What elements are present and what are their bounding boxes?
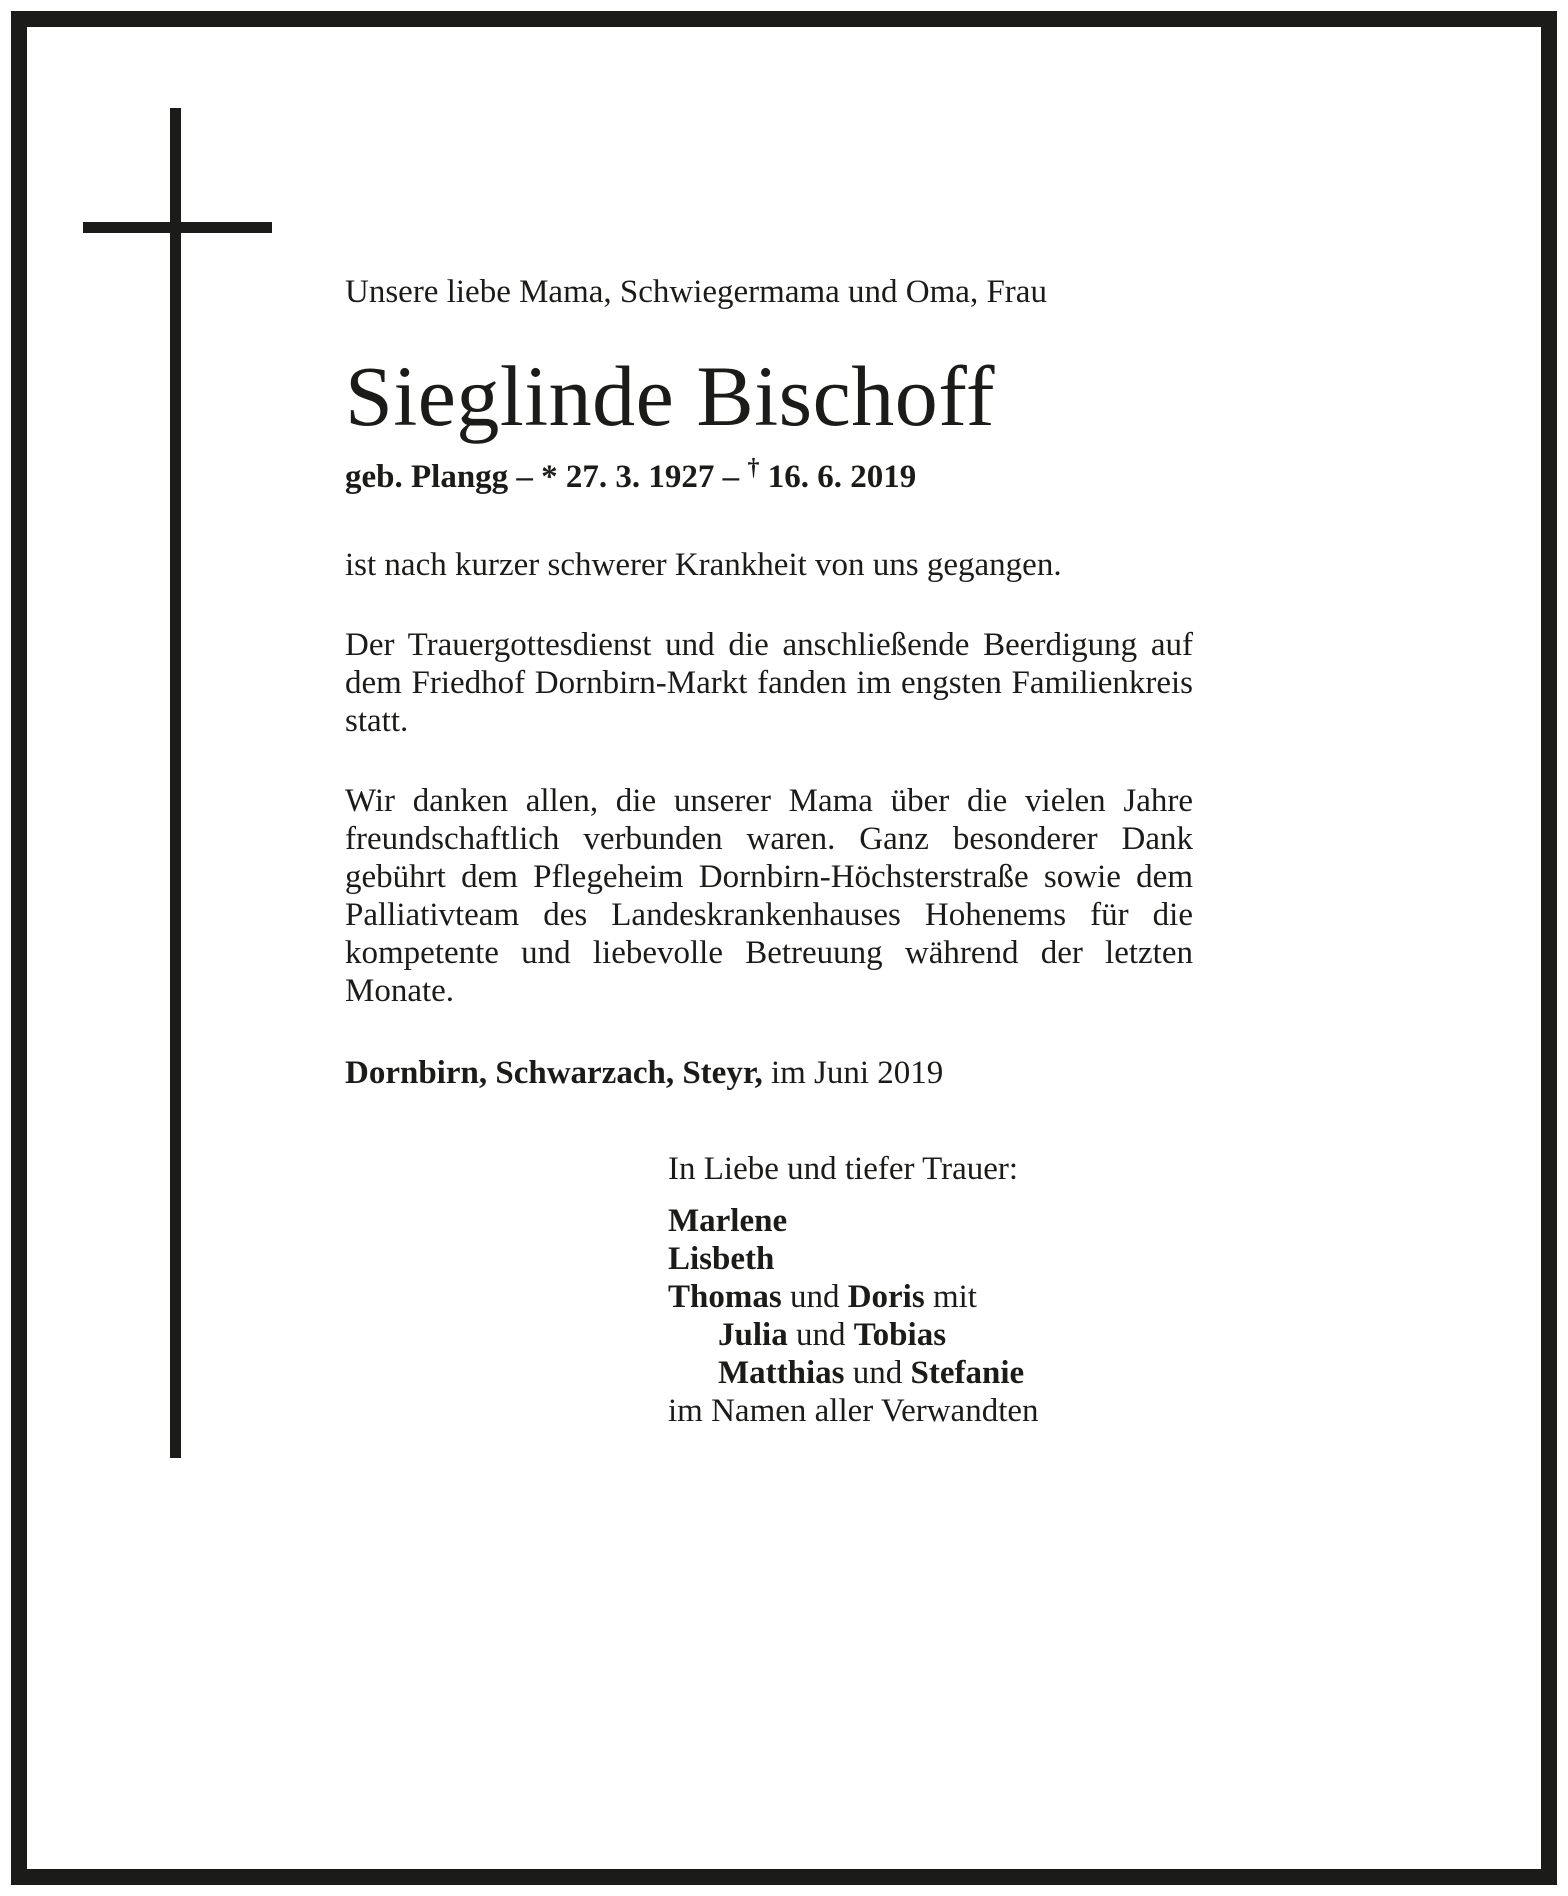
mourner-line: Marlene — [668, 1203, 788, 1239]
dagger-icon: † — [747, 455, 760, 481]
cross-vertical-bar — [170, 108, 181, 1458]
mourner-name: Doris — [847, 1279, 925, 1315]
mourner-name: Thomas — [668, 1279, 782, 1315]
birth-date-text: geb. Plangg – * 27. 3. 1927 – — [345, 459, 748, 495]
intro-line: Unsere liebe Mama, Schwiegermama und Oma, Frau — [345, 274, 1047, 310]
birth-death-line — [345, 455, 1193, 496]
mourner-line — [718, 1354, 1193, 1392]
mourner-line — [718, 1316, 1193, 1354]
connector-text: und — [844, 1355, 911, 1391]
mourner-name: Matthias — [718, 1355, 845, 1391]
connector-text: und — [781, 1279, 848, 1315]
notice-date: im Juni 2019 — [762, 1055, 944, 1091]
mourner-line — [668, 1278, 1193, 1316]
mourners-block — [668, 1150, 1193, 1430]
deceased-name: Sieglinde Bischoff — [345, 348, 995, 444]
connector-text: und — [787, 1317, 854, 1353]
mourner-name: Tobias — [853, 1317, 947, 1353]
mourning-intro: In Liebe und tiefer Trauer: — [668, 1151, 1019, 1187]
funeral-paragraph: Der Trauergottesdienst und die anschließende Beerdigung auf dem Friedhof Dornbirn-Markt fanden im engsten Familienkreis statt. — [345, 627, 1193, 739]
cross-horizontal-bar — [83, 222, 272, 233]
place-date-line — [345, 1054, 1193, 1092]
mourner-line: im Namen aller Verwandten — [668, 1393, 1039, 1429]
mourner-name: Julia — [718, 1317, 788, 1353]
death-date-text: 16. 6. 2019 — [759, 459, 917, 495]
mourner-line: Lisbeth — [668, 1241, 775, 1277]
connector-text: mit — [924, 1279, 977, 1315]
thanks-paragraph: Wir danken allen, die unserer Mama über die vielen Jahre freundschaftlich verbunden waren. Ganz besonderer Dank gebührt dem Pflegeheim Dornbirn-Höchsterstraße sowie dem Palliativteam des Landeskrankenhauses Hohenems für die kompetente und liebevolle Betreuung während der letzten Monate. — [345, 783, 1193, 1009]
notice-content — [345, 272, 1193, 1430]
passing-line: ist nach kurzer schwerer Krankheit von uns gegangen. — [345, 547, 1062, 583]
place-names: Dornbirn, Schwarzach, Steyr, — [345, 1055, 763, 1091]
mourner-name: Stefanie — [910, 1355, 1025, 1391]
